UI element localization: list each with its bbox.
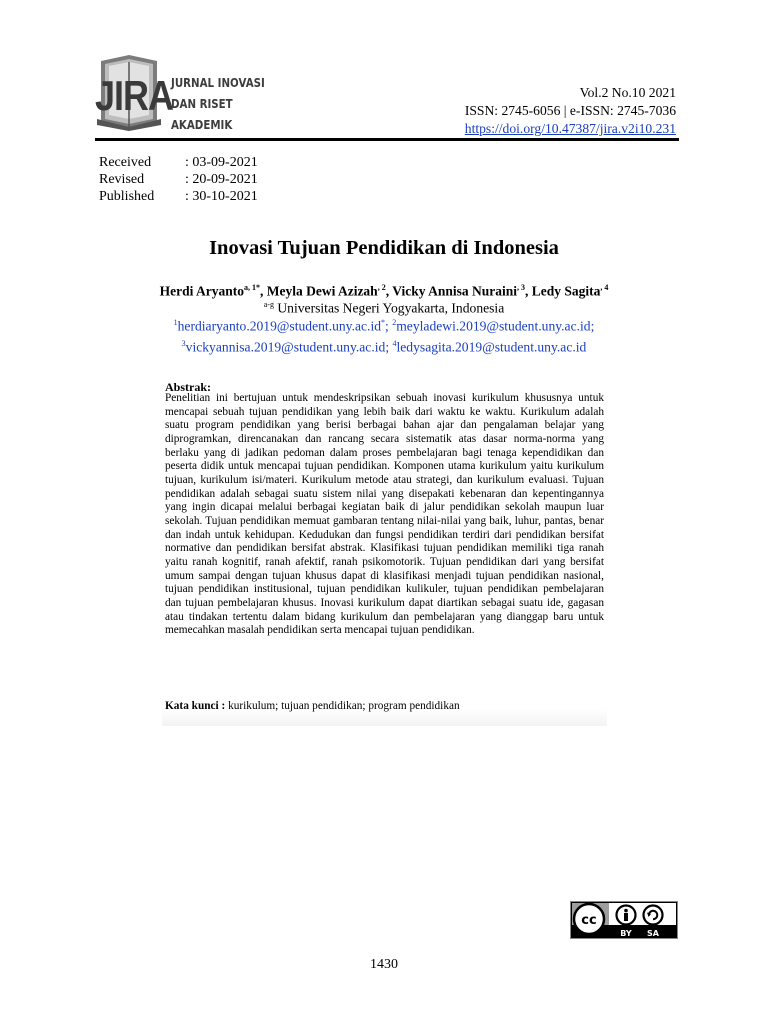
email-line-1: $^1$herdiaryanto.2019@student.uny.ac.id*; $^2$meyladewi.2019@student.uny.ac.id; (173, 318, 595, 334)
doi-link[interactable]: https://doi.org/10.47387/jira.v2i10.231 (464, 121, 676, 136)
author-sup: a, 1* (243, 283, 260, 292)
email-link[interactable]: ledysagita.2019@student.uny.ac.id (396, 339, 587, 355)
email-link[interactable]: vickyannisa.2019@student.uny.ac.id (185, 339, 386, 355)
abstract-heading: Abstrak: (165, 380, 212, 394)
issn-info: ISSN: 2745-6056 | e-ISSN: 2745-7036 (464, 103, 676, 118)
date-label: Published (99, 189, 155, 204)
affiliation-sup: a-g (263, 300, 274, 309)
logo-line-1: JURNAL INOVASI (171, 75, 265, 90)
date-value: : 30-10-2021 (185, 189, 258, 204)
author-name: Herdi Aryanto (159, 283, 244, 299)
publication-dates (99, 154, 258, 205)
logo-line-2: DAN RISET AKADEMIK (171, 96, 233, 132)
author-list: Herdi Aryanto$^{a, 1*}$, Meyla Dewi Azizah$^{, 2}$, Vicky Annisa Nuraini$^{, 3}$, Ledy Sagita$^{, 4}$ (159, 283, 609, 299)
email-link[interactable]: meyladewi.2019@student.uny.ac.id (396, 318, 591, 334)
author-sup: , 4 (600, 283, 609, 292)
license-sa: SA (647, 929, 659, 938)
email-line-2: $^3$vickyannisa.2019@student.uny.ac.id; $^4$ledysagita.2019@student.uny.ac.id (181, 338, 587, 355)
header-divider (95, 138, 679, 141)
page-number: 1430 (370, 957, 398, 972)
date-label: Received (99, 155, 152, 170)
author-name: Ledy Sagita (531, 283, 601, 299)
date-value: : 03-09-2021 (185, 155, 258, 170)
date-row-received (99, 154, 258, 171)
svg-text:cc: cc (581, 913, 597, 928)
affiliation-text: Universitas Negeri Yogyakarta, Indonesia (277, 300, 505, 316)
date-row-published (99, 188, 258, 205)
license-badge-graphic (571, 902, 677, 938)
journal-info (465, 84, 676, 138)
cc-by-sa-icon[interactable] (570, 901, 678, 939)
author-name: Vicky Annisa Nuraini (392, 283, 518, 299)
author-sup: , 2 (377, 283, 386, 292)
date-row-revised (99, 171, 258, 188)
license-by: BY (620, 929, 632, 938)
abstract-body: Penelitian ini bertujuan untuk mendeskripsikan sebuah inovasi kurikulum khususnya untuk mencapai sebuah tujuan pendidikan yang lebih baik dari waktu ke waktu. Kurikulum adalah suatu program pendidikan yang berisi berbagai bahan ajar dan pengalaman belajar yang diprogramkan, direncanakan dan rancang secara sistematik atas dasar norma-norma yang berlaku yang di jadikan pedoman dalam proses pembelajaran bagi tenaga kependidikan dan peserta didik untuk mencapai tujuan pendidikan. Komponen utama kurikulum yaitu kurikulum tujuan, kurikulum isi/materi. Kurikulum metode atau strategi, dan kurikulum evaluasi. Tujuan pendidikan adalah sebagai suatu sistem nilai yang disepakati kebenaran dan kepentingannya yang ingin dicapai melalui berbagai kegiatan baik di jalur pendidikan sekolah maupun luar sekolah. Tujuan pendidikan memuat gambaran tentang nilai-nilai yang baik, luhur, pantas, benar dan indah untuk kehidupan. Kedudukan dan fungsi pendidikan terdiri dari pendidikan bersifat normative dan pendidikan bersifat abstrak. Klasifikasi tujuan pendidikan memiliki tiga ranah yaitu ranah kognitif, ranah afektif, ranah psikomotorik. Tujuan pendidikan dari yang bersifat umum sampai dengan tujuan khusus dapat di klasifikasi menjadi tujuan pendidikan nasional, tujuan pendidikan institusional, tujuan pendidikan kulikuler, tujuan pendidikan pembelajaran dan tujuan pembelajaran khusus. Inovasi kurikulum dapat diartikan sebagai suatu ide, gagasan atau tindakan tertentu dalam bidang kurikulum dan pembelajaran yang dianggap baru untuk memecahkan masalah pendidikan serta mencapai tujuan pendidikan. (165, 392, 604, 637)
email-link[interactable]: herdiaryanto.2019@student.uny.ac.id (177, 318, 382, 334)
date-label: Revised (99, 172, 145, 187)
keywords (165, 700, 460, 712)
volume-info: Vol.2 No.10 2021 (579, 85, 676, 100)
author-name: Meyla Dewi Azizah (266, 283, 378, 299)
journal-logo (95, 53, 295, 131)
logo-letters: JIRA (95, 71, 174, 119)
author-sup: , 3 (517, 283, 526, 292)
keywords-label: Kata kunci : (165, 700, 226, 712)
logo-text (171, 72, 278, 135)
keywords-text: kurikulum; tujuan pendidikan; program pendidikan (228, 700, 460, 712)
author-emails (0, 314, 768, 355)
paper-title: Inovasi Tujuan Pendidikan di Indonesia (209, 237, 559, 259)
date-value: : 20-09-2021 (185, 172, 258, 187)
